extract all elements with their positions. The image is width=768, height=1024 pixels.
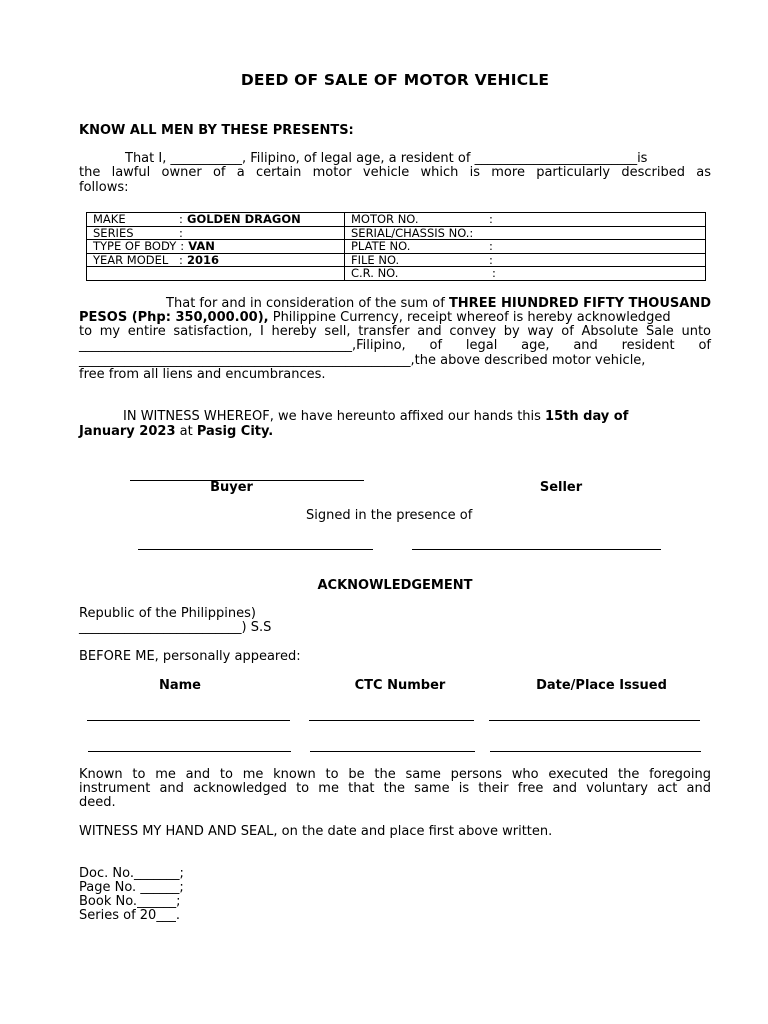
vehicle-field-label: C.R. NO. — [351, 266, 399, 280]
vehicle-right-cell — [345, 267, 706, 281]
row1-date-line — [489, 720, 700, 721]
vehicle-field-label: MOTOR NO. — [351, 212, 419, 226]
vehicle-field-value: 2016 — [187, 252, 220, 267]
vehicle-right-cell — [345, 253, 706, 267]
ss-line: _________________________) S.S — [79, 620, 272, 635]
vehicle-field-value: GOLDEN DRAGON — [187, 212, 301, 226]
republic-line: Republic of the Philippines) — [79, 606, 256, 621]
para2-line2-text: Philippine Currency, receipt whereof is hereby acknowledged — [268, 310, 671, 325]
vehicle-left-cell — [87, 240, 345, 254]
vehicle-right-cell — [345, 240, 706, 254]
column-name: Name — [158, 678, 201, 693]
before-me-line: BEFORE ME, personally appeared: — [79, 649, 301, 664]
witness-text: IN WITNESS WHEREOF, we have hereunto affixed our hands this — [123, 409, 546, 424]
amount-words: THREE HIUNDRED FIFTY THOUSAND — [448, 296, 711, 311]
vehicle-field-separator: : — [492, 266, 496, 280]
vehicle-left-cell — [87, 226, 345, 240]
acknowledgement-heading: ACKNOWLEDGEMENT — [317, 578, 473, 593]
column-date-place-issued: Date/Place Issued — [536, 678, 667, 693]
row2-date-line — [490, 751, 701, 752]
vehicle-field-separator: : — [179, 212, 183, 226]
vehicle-field-value: VAN — [188, 239, 215, 253]
vehicle-field-label: SERIES — [93, 225, 134, 240]
vehicle-field-separator: : — [489, 239, 493, 253]
para2-line5: ___________________________________________________,the above described motor vehicle, — [79, 353, 646, 368]
column-ctc-number: CTC Number — [354, 678, 446, 693]
vehicle-table-row — [87, 213, 706, 227]
vehicle-left-cell — [87, 267, 345, 281]
vehicle-field-label: SERIAL/CHASSIS NO.: — [351, 225, 474, 240]
vehicle-table-row — [87, 253, 706, 267]
witness-hand-seal: WITNESS MY HAND AND SEAL, on the date and place first above written. — [79, 824, 553, 839]
row2-ctc-line — [310, 751, 475, 752]
para1-line3: follows: — [79, 180, 129, 195]
witness-day: 15th day of — [545, 409, 629, 424]
amount-figure: PESOS (Php: 350,000.00), — [79, 310, 269, 325]
vehicle-field-label: MAKE — [93, 212, 126, 226]
known-line2: instrument and acknowledged to me that the same is their free and voluntary act and — [79, 781, 711, 796]
vehicle-left-cell — [87, 253, 345, 267]
witness-place: Pasig City. — [196, 424, 274, 439]
para1-line2: the lawful owner of a certain motor vehicle which is more particularly described as — [79, 165, 711, 180]
doc-no: Doc. No._______; — [79, 866, 184, 881]
vehicle-table-row — [87, 226, 706, 240]
vehicle-table-row — [87, 240, 706, 254]
vehicle-field-separator: : — [489, 212, 493, 226]
vehicle-left-cell — [87, 213, 345, 227]
vehicle-field-label: PLATE NO. — [351, 239, 411, 253]
vehicle-field-separator: : — [179, 252, 183, 267]
row1-name-line — [87, 720, 290, 721]
witness2-signature-line — [412, 549, 661, 550]
book-no: Book No.______; — [79, 894, 181, 909]
vehicle-field-separator: : — [489, 252, 493, 267]
vehicle-field-separator: : — [179, 225, 183, 240]
vehicle-right-cell — [345, 213, 706, 227]
witness-month-year: January 2023 — [79, 424, 176, 439]
page-no: Page No. ______; — [79, 880, 184, 895]
series-no: Series of 20___. — [79, 908, 180, 923]
vehicle-field-label: YEAR MODEL — [93, 252, 169, 267]
witness-at: at — [175, 424, 197, 439]
vehicle-table-row — [87, 267, 706, 281]
vehicle-field-label: TYPE OF BODY — [93, 239, 177, 253]
presence-text: Signed in the presence of — [306, 508, 473, 523]
witness-line1 — [123, 410, 628, 425]
para1-line1: That I, ___________, Filipino, of legal age, a resident of _________________________is — [125, 151, 648, 166]
para2-line3: to my entire satisfaction, I hereby sell, transfer and convey by way of Absolute Sale unto — [79, 324, 711, 339]
seller-label: Seller — [539, 480, 583, 495]
vehicle-right-cell — [345, 226, 706, 240]
vehicle-field-separator: : — [180, 239, 185, 253]
document-title: DEED OF SALE OF MOTOR VEHICLE — [240, 71, 550, 89]
row1-ctc-line — [309, 720, 474, 721]
para2-line6: free from all liens and encumbrances. — [79, 367, 326, 382]
buyer-label: Buyer — [210, 480, 253, 495]
known-line3: deed. — [79, 795, 116, 810]
witness1-signature-line — [138, 549, 373, 550]
intro-heading: KNOW ALL MEN BY THESE PRESENTS: — [79, 123, 354, 138]
vehicle-details-table — [86, 212, 706, 281]
witness-line2 — [79, 425, 273, 440]
row2-name-line — [88, 751, 291, 752]
para2-line1-text: That for and in consideration of the sum of — [166, 296, 449, 311]
para2-line4: __________________________________________,Filipino, of legal age, and resident of — [79, 338, 711, 353]
known-line1: Known to me and to me known to be the same persons who executed the foregoing — [79, 767, 711, 782]
vehicle-field-label: FILE NO. — [351, 252, 400, 267]
